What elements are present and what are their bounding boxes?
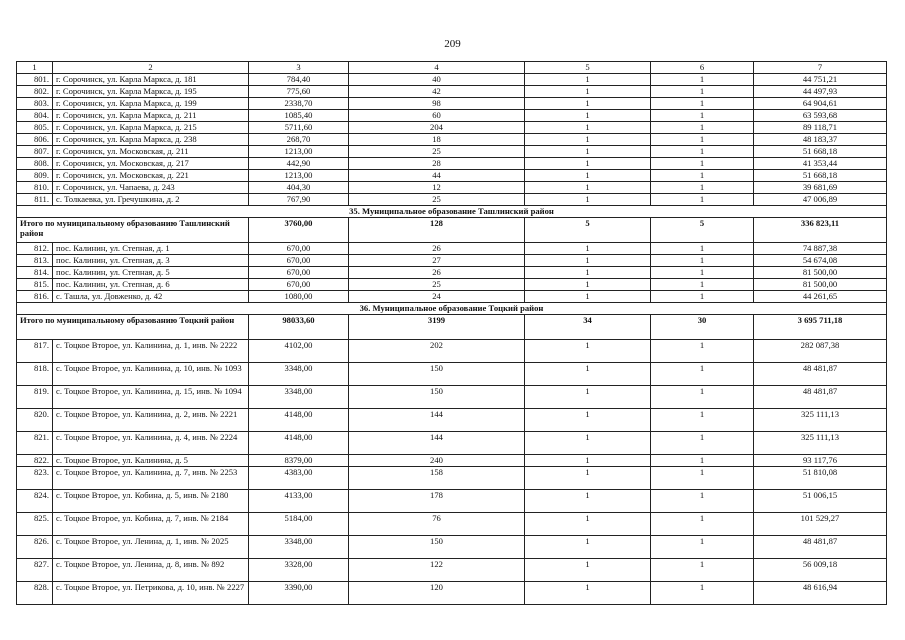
row-count-a: 1 xyxy=(525,86,651,98)
row-count-a: 1 xyxy=(525,182,651,194)
table-row xyxy=(17,467,887,490)
row-cost: 47 006,89 xyxy=(754,194,887,206)
row-address: г. Сорочинск, ул. Карла Маркса, д. 211 xyxy=(53,110,249,122)
row-number: 804. xyxy=(17,110,53,122)
row-residents: 144 xyxy=(349,432,525,455)
row-number: 816. xyxy=(17,291,53,303)
row-number: 825. xyxy=(17,513,53,536)
row-cost: 81 500,00 xyxy=(754,279,887,291)
row-residents: 27 xyxy=(349,255,525,267)
row-cost: 48 616,94 xyxy=(754,582,887,605)
row-residents: 150 xyxy=(349,386,525,409)
total-residents: 3199 xyxy=(349,315,525,340)
row-number: 813. xyxy=(17,255,53,267)
table-row xyxy=(17,432,887,455)
row-address: г. Сорочинск, ул. Чапаева, д. 243 xyxy=(53,182,249,194)
row-address: г. Сорочинск, ул. Московская, д. 217 xyxy=(53,158,249,170)
total-count-b: 5 xyxy=(651,218,754,243)
row-count-a: 1 xyxy=(525,243,651,255)
row-cost: 48 481,87 xyxy=(754,536,887,559)
row-number: 824. xyxy=(17,490,53,513)
row-area: 3390,00 xyxy=(249,582,349,605)
row-count-a: 1 xyxy=(525,467,651,490)
row-number: 820. xyxy=(17,409,53,432)
row-cost: 51 006,15 xyxy=(754,490,887,513)
row-number: 809. xyxy=(17,170,53,182)
row-number: 808. xyxy=(17,158,53,170)
row-residents: 202 xyxy=(349,340,525,363)
row-address: пос. Калинин, ул. Степная, д. 3 xyxy=(53,255,249,267)
row-address: г. Сорочинск, ул. Московская, д. 211 xyxy=(53,146,249,158)
table-header-row xyxy=(17,62,887,74)
row-address: с. Тоцкое Второе, ул. Калинина, д. 1, инв. № 2222 xyxy=(53,340,249,363)
column-header: 6 xyxy=(651,62,754,74)
row-area: 4148,00 xyxy=(249,432,349,455)
row-residents: 158 xyxy=(349,467,525,490)
row-residents: 240 xyxy=(349,455,525,467)
row-count-b: 1 xyxy=(651,513,754,536)
row-number: 814. xyxy=(17,267,53,279)
row-area: 268,70 xyxy=(249,134,349,146)
row-number: 806. xyxy=(17,134,53,146)
row-cost: 89 118,71 xyxy=(754,122,887,134)
row-count-b: 1 xyxy=(651,158,754,170)
table-row xyxy=(17,146,887,158)
row-residents: 40 xyxy=(349,74,525,86)
row-cost: 44 497,93 xyxy=(754,86,887,98)
row-count-a: 1 xyxy=(525,110,651,122)
row-address: с. Тоцкое Второе, ул. Калинина, д. 15, инв. № 1094 xyxy=(53,386,249,409)
row-address: г. Сорочинск, ул. Карла Маркса, д. 238 xyxy=(53,134,249,146)
row-count-b: 1 xyxy=(651,409,754,432)
row-count-b: 1 xyxy=(651,291,754,303)
row-residents: 44 xyxy=(349,170,525,182)
row-number: 811. xyxy=(17,194,53,206)
row-count-b: 1 xyxy=(651,467,754,490)
row-number: 803. xyxy=(17,98,53,110)
column-header: 3 xyxy=(249,62,349,74)
row-area: 2338,70 xyxy=(249,98,349,110)
row-residents: 24 xyxy=(349,291,525,303)
row-number: 828. xyxy=(17,582,53,605)
row-area: 442,90 xyxy=(249,158,349,170)
row-address: пос. Калинин, ул. Степная, д. 6 xyxy=(53,279,249,291)
housing-table xyxy=(16,61,887,605)
row-count-a: 1 xyxy=(525,122,651,134)
row-count-a: 1 xyxy=(525,455,651,467)
row-count-a: 1 xyxy=(525,582,651,605)
table-row xyxy=(17,386,887,409)
row-number: 810. xyxy=(17,182,53,194)
row-count-b: 1 xyxy=(651,582,754,605)
table-row xyxy=(17,243,887,255)
row-area: 670,00 xyxy=(249,243,349,255)
row-area: 4133,00 xyxy=(249,490,349,513)
row-cost: 51 668,18 xyxy=(754,146,887,158)
row-address: с. Толкаевка, ул. Гречушкина, д. 2 xyxy=(53,194,249,206)
table-body xyxy=(17,74,887,605)
row-count-a: 1 xyxy=(525,291,651,303)
row-count-b: 1 xyxy=(651,267,754,279)
row-residents: 98 xyxy=(349,98,525,110)
row-area: 670,00 xyxy=(249,255,349,267)
column-header: 5 xyxy=(525,62,651,74)
row-area: 404,30 xyxy=(249,182,349,194)
row-address: пос. Калинин, ул. Степная, д. 1 xyxy=(53,243,249,255)
row-residents: 144 xyxy=(349,409,525,432)
row-residents: 12 xyxy=(349,182,525,194)
row-residents: 18 xyxy=(349,134,525,146)
row-count-b: 1 xyxy=(651,170,754,182)
row-count-a: 1 xyxy=(525,134,651,146)
row-cost: 48 183,37 xyxy=(754,134,887,146)
row-number: 817. xyxy=(17,340,53,363)
row-number: 822. xyxy=(17,455,53,467)
total-row xyxy=(17,218,887,243)
table-row xyxy=(17,340,887,363)
row-count-b: 1 xyxy=(651,340,754,363)
row-area: 670,00 xyxy=(249,267,349,279)
table-row xyxy=(17,255,887,267)
row-count-b: 1 xyxy=(651,243,754,255)
row-address: г. Сорочинск, ул. Карла Маркса, д. 195 xyxy=(53,86,249,98)
total-count-b: 30 xyxy=(651,315,754,340)
total-row xyxy=(17,315,887,340)
row-count-b: 1 xyxy=(651,74,754,86)
row-area: 3348,00 xyxy=(249,386,349,409)
total-cost: 3 695 711,18 xyxy=(754,315,887,340)
row-count-b: 1 xyxy=(651,279,754,291)
column-header: 4 xyxy=(349,62,525,74)
row-residents: 25 xyxy=(349,279,525,291)
row-count-b: 1 xyxy=(651,146,754,158)
table-row xyxy=(17,194,887,206)
row-count-b: 1 xyxy=(651,98,754,110)
row-cost: 48 481,87 xyxy=(754,386,887,409)
row-count-b: 1 xyxy=(651,432,754,455)
row-address: с. Тоцкое Второе, ул. Ленина, д. 8, инв. № 892 xyxy=(53,559,249,582)
row-number: 827. xyxy=(17,559,53,582)
row-area: 3328,00 xyxy=(249,559,349,582)
row-count-b: 1 xyxy=(651,194,754,206)
row-count-a: 1 xyxy=(525,409,651,432)
row-area: 5711,60 xyxy=(249,122,349,134)
row-number: 819. xyxy=(17,386,53,409)
table-row xyxy=(17,267,887,279)
row-cost: 48 481,87 xyxy=(754,363,887,386)
row-cost: 101 529,27 xyxy=(754,513,887,536)
row-count-b: 1 xyxy=(651,182,754,194)
row-cost: 41 353,44 xyxy=(754,158,887,170)
row-residents: 120 xyxy=(349,582,525,605)
section-title: 36. Муниципальное образование Тоцкий район xyxy=(17,303,887,315)
table-row xyxy=(17,122,887,134)
row-count-b: 1 xyxy=(651,536,754,559)
row-residents: 28 xyxy=(349,158,525,170)
row-address: с. Тоцкое Второе, ул. Кобина, д. 7, инв. № 2184 xyxy=(53,513,249,536)
row-number: 802. xyxy=(17,86,53,98)
row-count-a: 1 xyxy=(525,255,651,267)
row-number: 801. xyxy=(17,74,53,86)
row-number: 805. xyxy=(17,122,53,134)
row-area: 4102,00 xyxy=(249,340,349,363)
column-header: 7 xyxy=(754,62,887,74)
table-row xyxy=(17,490,887,513)
row-residents: 60 xyxy=(349,110,525,122)
total-count-a: 34 xyxy=(525,315,651,340)
row-cost: 93 117,76 xyxy=(754,455,887,467)
total-area: 3760,00 xyxy=(249,218,349,243)
row-residents: 76 xyxy=(349,513,525,536)
row-count-b: 1 xyxy=(651,490,754,513)
total-residents: 128 xyxy=(349,218,525,243)
row-number: 807. xyxy=(17,146,53,158)
row-count-b: 1 xyxy=(651,122,754,134)
row-area: 3348,00 xyxy=(249,536,349,559)
section-heading-row xyxy=(17,303,887,315)
row-address: г. Сорочинск, ул. Карла Маркса, д. 181 xyxy=(53,74,249,86)
row-cost: 64 904,61 xyxy=(754,98,887,110)
table-row xyxy=(17,363,887,386)
section-title: 35. Муниципальное образование Ташлинский район xyxy=(17,206,887,218)
row-cost: 44 261,65 xyxy=(754,291,887,303)
column-header: 1 xyxy=(17,62,53,74)
row-count-b: 1 xyxy=(651,559,754,582)
total-cost: 336 823,11 xyxy=(754,218,887,243)
row-address: г. Сорочинск, ул. Московская, д. 221 xyxy=(53,170,249,182)
row-residents: 42 xyxy=(349,86,525,98)
table-row xyxy=(17,559,887,582)
row-count-a: 1 xyxy=(525,559,651,582)
row-cost: 39 681,69 xyxy=(754,182,887,194)
total-count-a: 5 xyxy=(525,218,651,243)
row-count-a: 1 xyxy=(525,98,651,110)
row-area: 1213,00 xyxy=(249,146,349,158)
table-row xyxy=(17,291,887,303)
row-count-a: 1 xyxy=(525,279,651,291)
row-address: с. Тоцкое Второе, ул. Калинина, д. 4, инв. № 2224 xyxy=(53,432,249,455)
row-cost: 81 500,00 xyxy=(754,267,887,279)
row-number: 815. xyxy=(17,279,53,291)
row-count-b: 1 xyxy=(651,110,754,122)
row-area: 3348,00 xyxy=(249,363,349,386)
row-residents: 26 xyxy=(349,243,525,255)
row-address: с. Тоцкое Второе, ул. Калинина, д. 10, инв. № 1093 xyxy=(53,363,249,386)
row-count-a: 1 xyxy=(525,513,651,536)
row-address: г. Сорочинск, ул. Карла Маркса, д. 215 xyxy=(53,122,249,134)
row-cost: 51 668,18 xyxy=(754,170,887,182)
row-count-a: 1 xyxy=(525,363,651,386)
row-count-b: 1 xyxy=(651,134,754,146)
row-address: с. Ташла, ул. Довженко, д. 42 xyxy=(53,291,249,303)
row-address: с. Тоцкое Второе, ул. Калинина, д. 2, инв. № 2221 xyxy=(53,409,249,432)
row-cost: 51 810,08 xyxy=(754,467,887,490)
row-area: 784,40 xyxy=(249,74,349,86)
row-number: 823. xyxy=(17,467,53,490)
row-residents: 26 xyxy=(349,267,525,279)
row-count-b: 1 xyxy=(651,455,754,467)
row-residents: 150 xyxy=(349,536,525,559)
row-number: 818. xyxy=(17,363,53,386)
row-address: г. Сорочинск, ул. Карла Маркса, д. 199 xyxy=(53,98,249,110)
row-count-a: 1 xyxy=(525,490,651,513)
row-count-a: 1 xyxy=(525,146,651,158)
row-area: 670,00 xyxy=(249,279,349,291)
row-area: 8379,00 xyxy=(249,455,349,467)
row-address: с. Тоцкое Второе, ул. Калинина, д. 7, инв. № 2253 xyxy=(53,467,249,490)
table-row xyxy=(17,409,887,432)
row-area: 1085,40 xyxy=(249,110,349,122)
row-residents: 204 xyxy=(349,122,525,134)
row-address: пос. Калинин, ул. Степная, д. 5 xyxy=(53,267,249,279)
row-area: 1213,00 xyxy=(249,170,349,182)
row-cost: 54 674,08 xyxy=(754,255,887,267)
total-label: Итого по муниципальному образованию Ташлинский район xyxy=(17,218,249,243)
row-area: 4383,00 xyxy=(249,467,349,490)
row-residents: 178 xyxy=(349,490,525,513)
row-area: 5184,00 xyxy=(249,513,349,536)
row-residents: 122 xyxy=(349,559,525,582)
row-count-a: 1 xyxy=(525,74,651,86)
table-row xyxy=(17,279,887,291)
row-cost: 56 009,18 xyxy=(754,559,887,582)
row-cost: 325 111,13 xyxy=(754,432,887,455)
page-number: 209 xyxy=(444,38,461,50)
column-header: 2 xyxy=(53,62,249,74)
row-count-a: 1 xyxy=(525,432,651,455)
row-count-b: 1 xyxy=(651,363,754,386)
row-cost: 44 751,21 xyxy=(754,74,887,86)
row-area: 4148,00 xyxy=(249,409,349,432)
table-row xyxy=(17,134,887,146)
row-count-b: 1 xyxy=(651,255,754,267)
row-cost: 74 887,38 xyxy=(754,243,887,255)
total-area: 98033,60 xyxy=(249,315,349,340)
row-area: 775,60 xyxy=(249,86,349,98)
table-row xyxy=(17,98,887,110)
table-row xyxy=(17,170,887,182)
row-count-a: 1 xyxy=(525,158,651,170)
row-address: с. Тоцкое Второе, ул. Калинина, д. 5 xyxy=(53,455,249,467)
row-count-b: 1 xyxy=(651,86,754,98)
row-address: с. Тоцкое Второе, ул. Кобина, д. 5, инв. № 2180 xyxy=(53,490,249,513)
table-row xyxy=(17,455,887,467)
section-heading-row xyxy=(17,206,887,218)
table-row xyxy=(17,513,887,536)
table-row xyxy=(17,74,887,86)
table-row xyxy=(17,182,887,194)
row-residents: 25 xyxy=(349,194,525,206)
row-area: 767,90 xyxy=(249,194,349,206)
total-label: Итого по муниципальному образованию Тоцкий район xyxy=(17,315,249,340)
row-cost: 282 087,38 xyxy=(754,340,887,363)
row-number: 826. xyxy=(17,536,53,559)
row-number: 821. xyxy=(17,432,53,455)
row-area: 1080,00 xyxy=(249,291,349,303)
table-row xyxy=(17,86,887,98)
row-address: с. Тоцкое Второе, ул. Петрикова, д. 10, инв. № 2227 xyxy=(53,582,249,605)
table-row xyxy=(17,536,887,559)
row-count-a: 1 xyxy=(525,267,651,279)
table-row xyxy=(17,582,887,605)
row-cost: 325 111,13 xyxy=(754,409,887,432)
row-cost: 63 593,68 xyxy=(754,110,887,122)
row-count-a: 1 xyxy=(525,386,651,409)
row-residents: 150 xyxy=(349,363,525,386)
row-count-b: 1 xyxy=(651,386,754,409)
row-count-a: 1 xyxy=(525,536,651,559)
row-count-a: 1 xyxy=(525,170,651,182)
row-number: 812. xyxy=(17,243,53,255)
row-address: с. Тоцкое Второе, ул. Ленина, д. 1, инв. № 2025 xyxy=(53,536,249,559)
table-row xyxy=(17,158,887,170)
row-residents: 25 xyxy=(349,146,525,158)
row-count-a: 1 xyxy=(525,340,651,363)
table-row xyxy=(17,110,887,122)
row-count-a: 1 xyxy=(525,194,651,206)
